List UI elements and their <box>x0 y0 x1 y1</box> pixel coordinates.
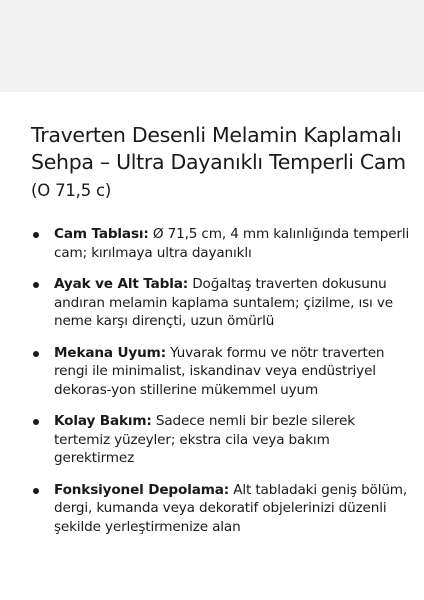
product-dimension: (O 71,5 c) <box>31 181 112 200</box>
feature-item-ayak-ve-alt-tabla <box>0 275 424 331</box>
feature-text: Alt tabladaki geniş bölüm, dergi, kumanda veya dekoratif objelerinizi düzenli şekilde yerleştirmenize alan <box>54 481 408 535</box>
bullet-icon <box>33 419 39 425</box>
product-title <box>31 122 406 204</box>
feature-item-mekana-uyum <box>0 344 424 400</box>
product-description <box>0 92 424 600</box>
feature-list <box>0 225 424 549</box>
bullet-icon <box>33 351 39 357</box>
bullet-icon <box>33 488 39 494</box>
feature-item-cam-tablasi <box>0 225 424 262</box>
feature-item-kolay-bakim <box>0 412 424 468</box>
product-title-main: Traverten Desenli Melamin Kaplamalı Sehpa – Ultra Dayanıklı Temperli Cam <box>31 123 406 174</box>
feature-text: Yuvarak formu ve nötr traverten rengi ile minimalist, iskandinav veya endüstriyel dekoras-yon stillerine mükemmel uyum <box>54 344 385 398</box>
bullet-icon <box>33 232 39 238</box>
feature-label: Fonksiyonel Depolama: <box>54 481 230 498</box>
feature-label: Ayak ve Alt Tabla: <box>54 276 189 292</box>
feature-text: Ø 71,5 cm, 4 mm kalınlığında temperli cam; kırılmaya ultra dayanıklı <box>54 226 410 261</box>
feature-text: Sadece nemli bir bezle silerek tertemiz yüzeyler; ekstra cila veya bakım gerektirmez <box>54 413 355 466</box>
feature-item-fonksiyonel-depolama <box>0 481 424 537</box>
feature-label: Kolay Bakım: <box>54 413 152 429</box>
feature-text: Doğaltaş traverten dokusunu andıran melamin kaplama suntalem; çizilme, ısı ve neme karşı dirençti, uzun ömürlü <box>54 276 393 329</box>
feature-label: Mekana Uyum: <box>54 344 166 361</box>
feature-label: Cam Tablası: <box>54 226 149 242</box>
bullet-icon <box>33 282 39 288</box>
top-band <box>0 0 424 92</box>
